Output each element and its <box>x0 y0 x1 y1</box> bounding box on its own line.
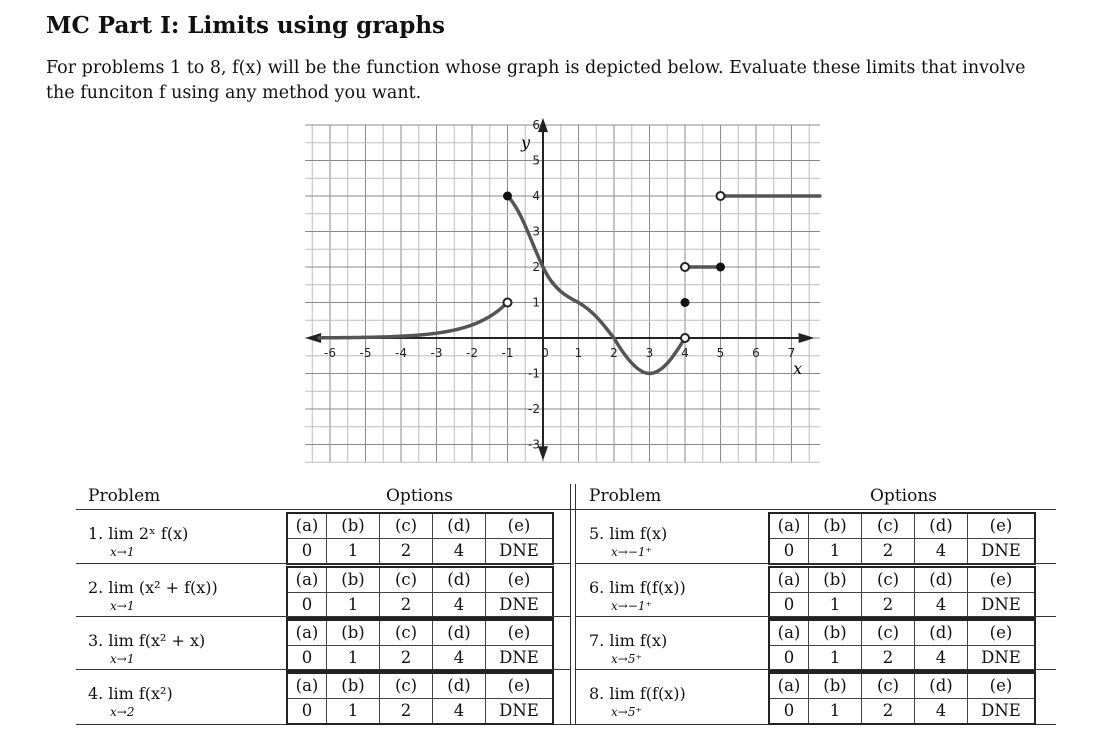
problem-expression <box>88 578 218 597</box>
option-value[interactable]: 4 <box>432 539 485 563</box>
problem-3 <box>88 619 288 671</box>
options-problem-5 <box>768 512 1036 565</box>
limit-subscript: x→5⁺ <box>611 705 642 719</box>
problem-limit: lim f(x) <box>609 631 668 650</box>
option-value[interactable]: 1 <box>808 593 861 617</box>
x-tick-label: 0 <box>541 346 549 360</box>
problem-expression <box>589 631 667 650</box>
option-value[interactable]: 4 <box>432 699 485 723</box>
problem-expression <box>589 684 686 703</box>
option-value[interactable]: 4 <box>914 539 967 563</box>
option-label[interactable]: (e) <box>485 621 552 646</box>
option-value[interactable]: 0 <box>783 648 795 667</box>
table-divider-a <box>570 484 571 725</box>
table-top-rule <box>76 509 1056 510</box>
problem-limit: lim f(x² + x) <box>108 631 206 650</box>
option-value[interactable]: 2 <box>861 699 914 723</box>
intro-text <box>46 56 1091 106</box>
page-title: MC Part I: Limits using graphs <box>46 12 445 39</box>
x-tick-label: 6 <box>752 346 760 360</box>
problem-7 <box>589 619 789 671</box>
intro-line-1: For problems 1 to 8, f(x) will be the function whose graph is depicted below. Evaluate these limits that involve <box>46 58 1026 78</box>
x-tick-label: 5 <box>716 346 725 360</box>
y-tick-label: 5 <box>532 153 540 168</box>
open-point <box>504 299 512 307</box>
left-problem-header: Problem <box>88 486 161 506</box>
option-value[interactable]: 1 <box>326 539 379 563</box>
option-label[interactable]: (e) <box>485 514 552 539</box>
problem-number: 7. <box>589 631 605 650</box>
y-tick-label: 4 <box>532 189 540 203</box>
option-label[interactable]: (d) <box>432 621 485 646</box>
options-problem-3 <box>286 619 554 672</box>
option-value[interactable]: 0 <box>301 648 313 667</box>
option-label[interactable]: (e) <box>967 621 1034 646</box>
option-label[interactable]: (e) <box>967 568 1034 593</box>
problem-6 <box>589 566 789 618</box>
options-problem-1 <box>286 512 554 565</box>
x-tick-label: 1 <box>574 346 583 360</box>
limit-subscript: x→1 <box>110 545 135 559</box>
option-label[interactable]: (a) <box>288 674 326 699</box>
x-tick-label: -6 <box>324 346 336 360</box>
option-value[interactable]: DNE <box>967 646 1034 670</box>
problem-1 <box>88 512 288 564</box>
problem-number: 8. <box>589 684 605 703</box>
option-value[interactable]: 2 <box>861 539 914 563</box>
option-value[interactable]: 1 <box>326 699 379 723</box>
limit-subscript: x→−1⁺ <box>611 599 652 613</box>
option-label[interactable]: (b) <box>326 674 379 699</box>
option-label[interactable]: (b) <box>326 621 379 646</box>
option-label[interactable]: (b) <box>808 674 861 699</box>
problem-limit: lim 2ˣ f(x) <box>108 524 189 543</box>
problem-expression <box>88 684 173 703</box>
x-tick-label: -3 <box>430 346 443 360</box>
options-problem-7 <box>768 619 1036 672</box>
x-axis-label: x <box>793 359 803 378</box>
problem-expression <box>88 524 188 543</box>
option-value[interactable]: 0 <box>783 595 795 614</box>
y-tick-label: -3 <box>528 437 540 452</box>
option-label[interactable]: (a) <box>770 674 808 699</box>
option-label[interactable]: (b) <box>808 621 861 646</box>
open-point <box>681 334 689 342</box>
row-separator <box>576 669 1056 670</box>
x-tick-label: -4 <box>395 346 407 360</box>
limit-subscript: x→2 <box>110 705 135 719</box>
problem-limit: lim f(x) <box>609 524 668 543</box>
problem-number: 3. <box>88 631 104 650</box>
option-value[interactable]: DNE <box>967 539 1034 563</box>
option-label[interactable]: (e) <box>485 674 552 699</box>
option-value[interactable]: DNE <box>485 539 552 563</box>
option-label[interactable]: (e) <box>967 514 1034 539</box>
option-value[interactable]: 2 <box>379 539 432 563</box>
problem-number: 4. <box>88 684 104 703</box>
option-value[interactable]: 2 <box>379 593 432 617</box>
option-value[interactable]: 0 <box>301 701 313 720</box>
option-label[interactable]: (b) <box>808 514 861 539</box>
option-label[interactable]: (a) <box>770 514 808 539</box>
option-value[interactable]: 4 <box>432 593 485 617</box>
function-graph <box>300 118 830 468</box>
option-value[interactable]: 0 <box>301 595 313 614</box>
option-label[interactable]: (c) <box>379 621 432 646</box>
limit-subscript: x→1 <box>110 599 135 613</box>
option-value[interactable]: 2 <box>861 593 914 617</box>
problem-4 <box>88 672 288 724</box>
problem-number: 6. <box>589 578 605 597</box>
x-tick-label: 4 <box>681 346 689 360</box>
option-value[interactable]: 4 <box>432 646 485 670</box>
option-value[interactable]: DNE <box>485 646 552 670</box>
problem-8 <box>589 672 789 724</box>
option-label[interactable]: (c) <box>379 674 432 699</box>
problem-number: 5. <box>589 524 605 543</box>
option-label[interactable]: (e) <box>967 674 1034 699</box>
option-label[interactable]: (b) <box>808 568 861 593</box>
problem-5 <box>589 512 789 564</box>
option-value[interactable]: 2 <box>861 646 914 670</box>
problem-number: 2. <box>88 578 104 597</box>
option-value[interactable]: 1 <box>808 539 861 563</box>
option-value[interactable]: DNE <box>485 699 552 723</box>
options-problem-8 <box>768 672 1036 725</box>
x-tick-label: 2 <box>610 346 618 360</box>
option-label[interactable]: (a) <box>770 621 808 646</box>
option-label[interactable]: (c) <box>861 674 914 699</box>
x-tick-label: 7 <box>787 346 796 360</box>
option-label[interactable]: (c) <box>379 514 432 539</box>
problem-expression <box>589 524 667 543</box>
option-label[interactable]: (c) <box>861 514 914 539</box>
option-value[interactable]: 1 <box>808 699 861 723</box>
problem-2 <box>88 566 288 618</box>
row-separator <box>576 563 1056 564</box>
option-value[interactable]: DNE <box>967 699 1034 723</box>
option-value[interactable]: 4 <box>914 593 967 617</box>
row-separator <box>76 563 570 564</box>
row-separator <box>76 669 570 670</box>
option-label[interactable]: (e) <box>485 568 552 593</box>
option-value[interactable]: 1 <box>326 593 379 617</box>
option-value[interactable]: 4 <box>914 646 967 670</box>
x-axis-right-arrow <box>799 333 815 343</box>
x-tick-label: -2 <box>466 346 478 360</box>
options-problem-6 <box>768 566 1036 619</box>
option-label[interactable]: (d) <box>914 568 967 593</box>
y-tick-label: 6 <box>532 118 540 132</box>
y-axis-label: y <box>521 132 531 152</box>
option-label[interactable]: (d) <box>432 674 485 699</box>
limit-subscript: x→1 <box>110 652 135 666</box>
option-value[interactable]: DNE <box>485 593 552 617</box>
option-label[interactable]: (a) <box>288 514 326 539</box>
option-label[interactable]: (d) <box>914 674 967 699</box>
option-value[interactable]: 2 <box>379 646 432 670</box>
x-tick-label: -1 <box>501 346 514 360</box>
option-label[interactable]: (d) <box>432 568 485 593</box>
problem-number: 1. <box>88 524 104 543</box>
problem-expression <box>88 631 205 650</box>
option-label[interactable]: (c) <box>861 568 914 593</box>
closed-point <box>503 192 512 201</box>
option-value[interactable]: DNE <box>967 593 1034 617</box>
limit-subscript: x→−1⁺ <box>611 545 652 559</box>
problem-limit: lim f(x²) <box>108 684 173 703</box>
option-value[interactable]: 2 <box>379 699 432 723</box>
y-tick-label: 1 <box>532 295 540 310</box>
option-label[interactable]: (a) <box>770 568 808 593</box>
open-point <box>681 263 689 271</box>
y-tick-label: 3 <box>532 224 540 239</box>
option-value[interactable]: 0 <box>783 701 795 720</box>
option-value[interactable]: 0 <box>301 541 313 560</box>
option-value[interactable]: 0 <box>783 541 795 560</box>
row-separator <box>576 616 1056 617</box>
option-label[interactable]: (c) <box>379 568 432 593</box>
option-label[interactable]: (a) <box>288 621 326 646</box>
left-options-header: Options <box>386 486 453 506</box>
option-label[interactable]: (d) <box>914 514 967 539</box>
right-options-header: Options <box>870 486 937 506</box>
option-label[interactable]: (b) <box>326 514 379 539</box>
x-tick-label: 3 <box>645 346 654 360</box>
problem-expression <box>589 578 686 597</box>
closed-point <box>716 263 725 272</box>
open-point <box>717 192 725 200</box>
y-tick-label: -1 <box>528 366 540 381</box>
option-label[interactable]: (d) <box>914 621 967 646</box>
limit-subscript: x→5⁺ <box>611 652 642 666</box>
right-problem-header: Problem <box>589 486 662 506</box>
option-label[interactable]: (b) <box>326 568 379 593</box>
option-value[interactable]: 1 <box>808 646 861 670</box>
option-label[interactable]: (d) <box>432 514 485 539</box>
problem-limit: lim (x² + f(x)) <box>108 578 218 597</box>
table-divider-b <box>575 484 576 725</box>
x-tick-label: -5 <box>359 346 372 360</box>
closed-point <box>681 298 690 307</box>
intro-line-2: the funciton f using any method you want. <box>46 83 422 103</box>
y-tick-label: -2 <box>528 402 540 416</box>
problem-limit: lim f(f(x)) <box>609 684 686 703</box>
option-value[interactable]: 4 <box>914 699 967 723</box>
option-value[interactable]: 1 <box>326 646 379 670</box>
y-tick-label: 2 <box>532 260 540 274</box>
problem-limit: lim f(f(x)) <box>609 578 686 597</box>
options-problem-2 <box>286 566 554 619</box>
option-label[interactable]: (a) <box>288 568 326 593</box>
option-label[interactable]: (c) <box>861 621 914 646</box>
row-separator <box>76 616 570 617</box>
options-problem-4 <box>286 672 554 725</box>
